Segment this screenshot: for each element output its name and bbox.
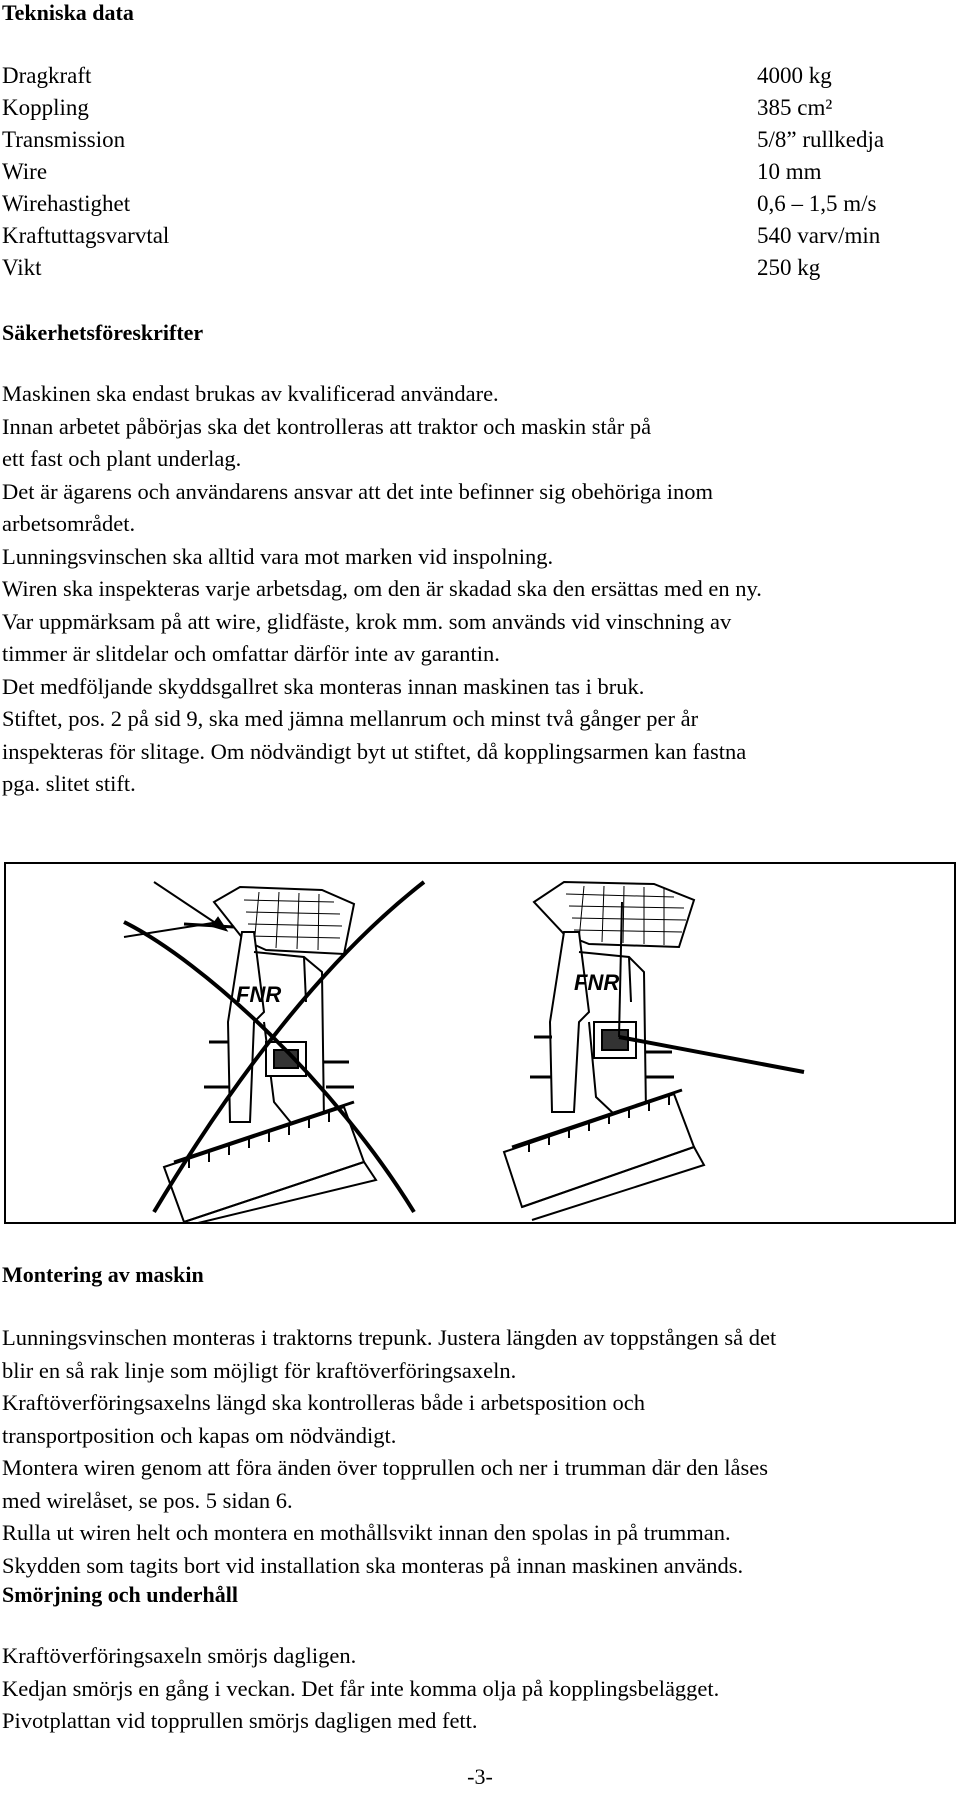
spec-row: [2, 252, 922, 284]
spec-value: 0,6 – 1,5 m/s: [757, 191, 877, 216]
text-line: Kraftöverföringsaxeln smörjs dagligen.: [2, 1643, 357, 1668]
text-line: med wirelåset, se pos. 5 sidan 6.: [2, 1487, 293, 1513]
spec-label: Dragkraft: [2, 63, 92, 88]
text-line: Montera wiren genom att föra änden över topprullen och ner i trumman där den låses: [2, 1455, 768, 1480]
spec-value: 10 mm: [757, 159, 822, 184]
spec-label: Koppling: [2, 95, 89, 120]
spec-row: [2, 92, 922, 124]
mounting-text: [2, 1322, 957, 1582]
spec-row: [2, 220, 922, 252]
safety-heading: Säkerhetsföreskrifter: [2, 320, 204, 345]
fnr-logo: FNR: [236, 982, 282, 1007]
spec-value: 4000 kg: [757, 63, 832, 88]
text-line: Innan arbetet påbörjas ska det kontrolleras att traktor och maskin står på: [2, 413, 652, 439]
spec-row: [2, 188, 922, 220]
spec-value: 540 varv/min: [757, 223, 881, 248]
text-line: inspekteras för slitage. Om nödvändigt byt ut stiftet, då kopplingsarmen kan fastna: [2, 738, 747, 764]
page-number: -3-: [467, 1764, 493, 1789]
text-line: Rulla ut wiren helt och montera en mothållsvikt innan den spolas in på trumman.: [2, 1520, 731, 1545]
text-line: Pivotplattan vid topprullen smörjs dagligen med fett.: [2, 1708, 478, 1733]
text-line: Lunningsvinschen monteras i traktorns trepunk. Justera längden av toppstången så det: [2, 1325, 777, 1350]
text-line: pga. slitet stift.: [2, 771, 136, 796]
text-line: Wiren ska inspekteras varje arbetsdag, om den är skadad ska den ersättas med en ny.: [2, 576, 762, 601]
spec-value: 250 kg: [757, 255, 821, 280]
winch-illustration: [4, 862, 956, 1224]
technical-heading: Tekniska data: [2, 0, 134, 25]
spec-value: 385 cm²: [757, 95, 833, 120]
safety-text: [2, 378, 957, 801]
mounting-heading: Montering av maskin: [2, 1262, 204, 1287]
maintenance-heading: Smörjning och underhåll: [2, 1582, 238, 1607]
spec-label: Transmission: [2, 127, 126, 152]
text-line: timmer är slitdelar och omfattar därför inte av garantin.: [2, 641, 500, 666]
maintenance-text: [2, 1640, 957, 1738]
spec-row: [2, 156, 922, 188]
text-line: Maskinen ska endast brukas av kvalificerad användare.: [2, 381, 499, 406]
text-line: Det är ägarens och användarens ansvar att det inte befinner sig obehöriga inom: [2, 478, 713, 504]
spec-value: 5/8” rullkedja: [757, 127, 885, 152]
spec-label: Wire: [2, 159, 48, 184]
text-line: Stiftet, pos. 2 på sid 9, ska med jämna mellanrum och minst två gånger per år: [2, 706, 699, 731]
text-line: blir en så rak linje som möjligt för kraftöverföringsaxeln.: [2, 1357, 517, 1383]
text-line: Kraftöverföringsaxelns längd ska kontrolleras både i arbetsposition och: [2, 1390, 645, 1415]
text-line: Det medföljande skyddsgallret ska monteras innan maskinen tas i bruk.: [2, 673, 645, 699]
spec-row: [2, 124, 922, 156]
spec-label: Vikt: [2, 255, 42, 280]
text-line: arbetsområdet.: [2, 511, 136, 536]
technical-specs: [2, 60, 922, 284]
fnr-logo: FNR: [574, 970, 620, 995]
text-line: transportposition och kapas om nödvändigt.: [2, 1422, 397, 1448]
text-line: Lunningsvinschen ska alltid vara mot marken vid inspolning.: [2, 543, 554, 569]
text-line: ett fast och plant underlag.: [2, 446, 242, 471]
text-line: Kedjan smörjs en gång i veckan. Det får inte komma olja på kopplingsbelägget.: [2, 1675, 720, 1701]
text-line: Var uppmärksam på att wire, glidfäste, krok mm. som används vid vinschning av: [2, 608, 732, 634]
spec-label: Wirehastighet: [2, 191, 131, 216]
spec-row: [2, 60, 922, 92]
text-line: Skydden som tagits bort vid installation ska monteras på innan maskinen används.: [2, 1552, 744, 1578]
spec-label: Kraftuttagsvarvtal: [2, 223, 170, 248]
